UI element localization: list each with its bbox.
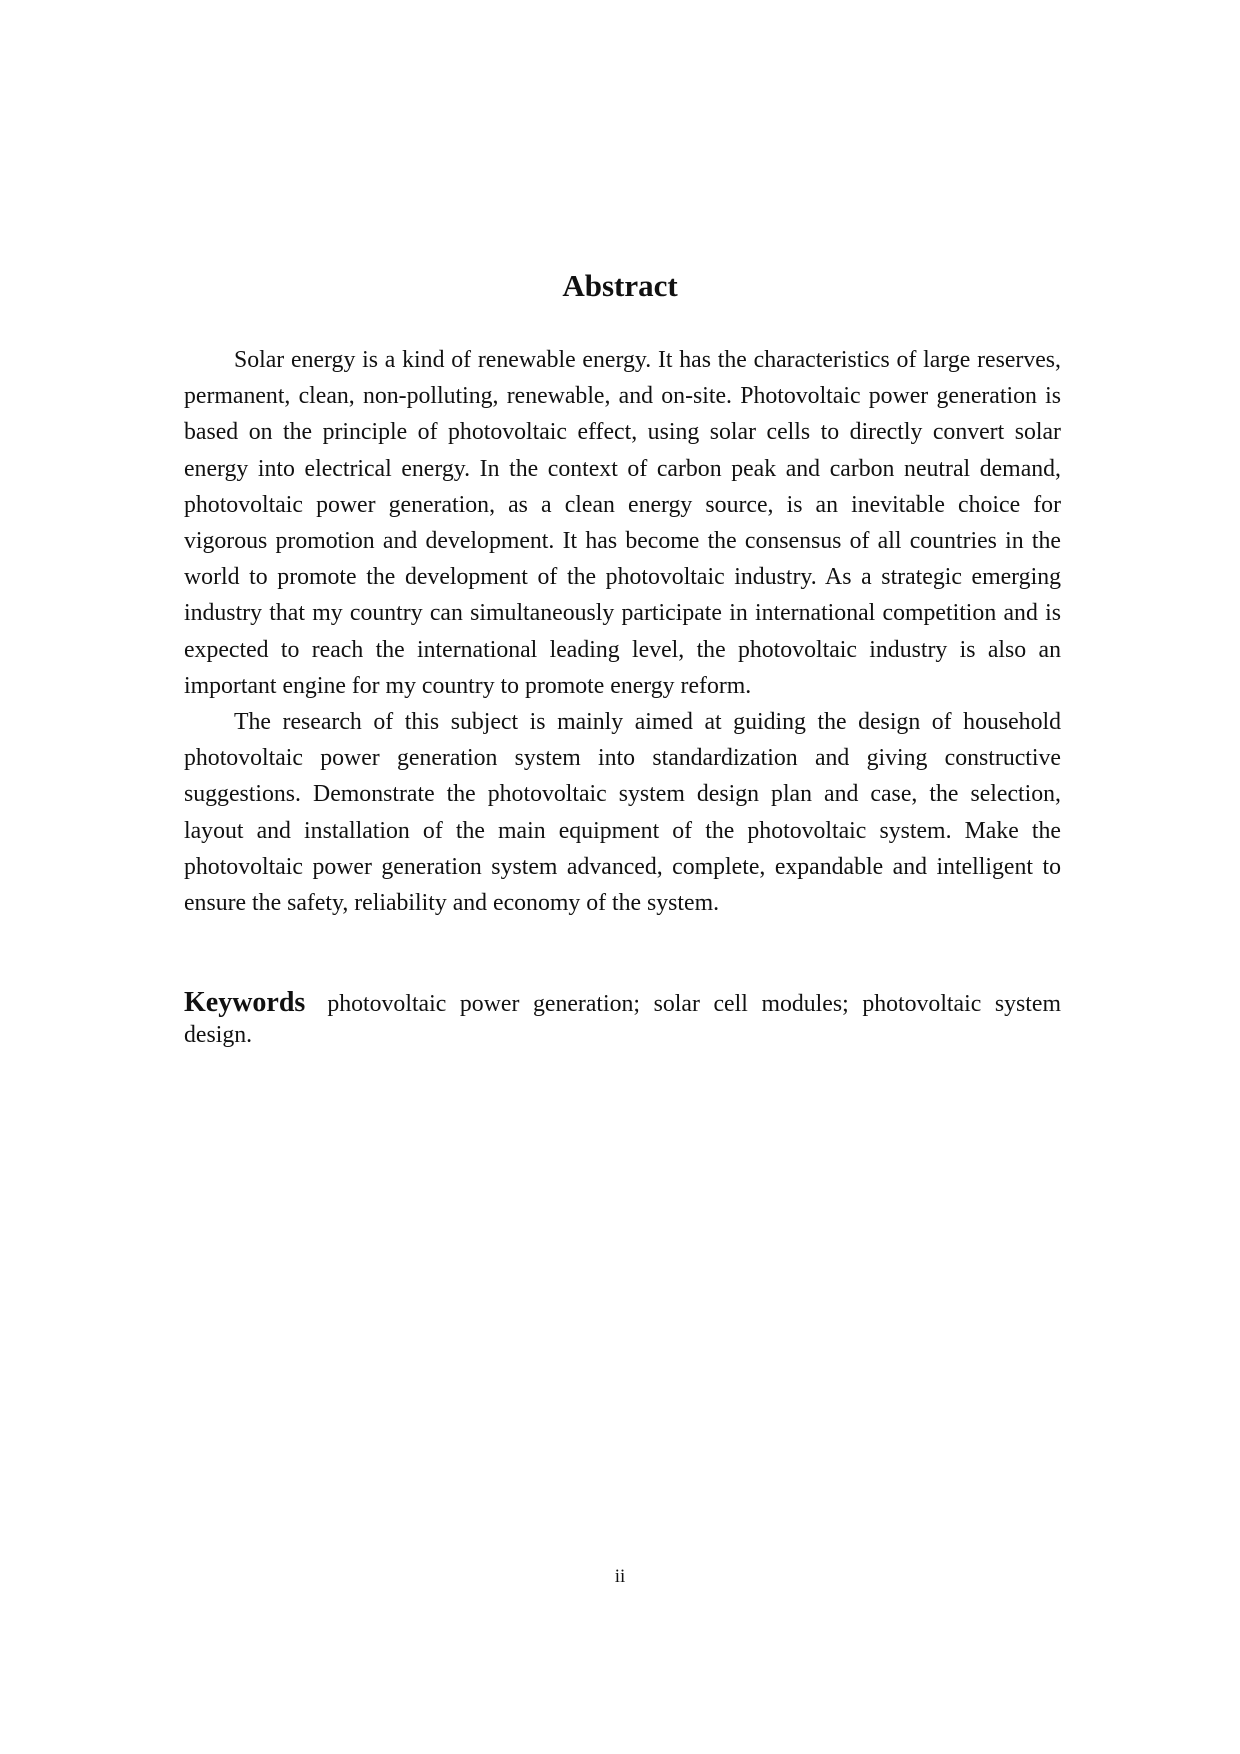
- abstract-heading: Abstract: [562, 268, 678, 303]
- keywords-section: [184, 987, 1061, 1051]
- page-number: ii: [614, 1566, 626, 1587]
- abstract-body: [184, 342, 1061, 921]
- keywords-label: Keywords: [184, 987, 306, 1018]
- abstract-paragraph-1: Solar energy is a kind of renewable energy. It has the characteristics of large reserves, permanent, clean, non-polluting, renewable, and on-site. Photovoltaic power generation is based on the principle of photovoltaic effect, using solar cells to directly convert solar energy into electrical energy. In the context of carbon peak and carbon neutral demand, photovoltaic power generation, as a clean energy source, is an inevitable choice for vigorous promotion and development. It has become the consensus of all countries in the world to promote the development of the photovoltaic industry. As a strategic emerging industry that my country can simultaneously participate in international competition and is expected to reach the international leading level, the photovoltaic industry is also an important engine for my country to promote energy reform.: [184, 347, 1061, 699]
- keywords-text: photovoltaic power generation; solar cell modules; photovoltaic system design.: [184, 991, 1061, 1048]
- abstract-paragraph-2: The research of this subject is mainly aimed at guiding the design of household photovoltaic power generation system into standardization and giving constructive suggestions. Demonstrate the photovoltaic system design plan and case, the selection, layout and installation of the main equipment of the photovoltaic system. Make the photovoltaic power generation system advanced, complete, expandable and intelligent to ensure the safety, reliability and economy of the system.: [184, 709, 1061, 917]
